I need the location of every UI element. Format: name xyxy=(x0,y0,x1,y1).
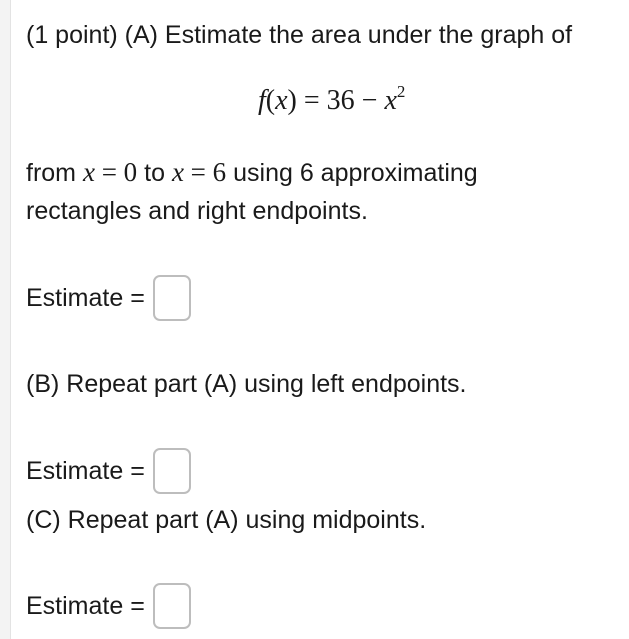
range-rest: using 6 approximating xyxy=(233,159,478,187)
formula-x: x xyxy=(275,85,288,116)
formula-exponent: 2 xyxy=(396,82,406,101)
formula-equals: = xyxy=(303,85,320,116)
range-eq2: = xyxy=(190,157,206,187)
part-a-estimate-row xyxy=(26,273,191,323)
range-end: 6 xyxy=(212,157,227,187)
range-to: to xyxy=(144,159,165,187)
part-a-answer-input[interactable] xyxy=(153,275,191,321)
part-c-answer-input[interactable] xyxy=(153,583,191,629)
range-eq1: = xyxy=(101,157,117,187)
range-start: 0 xyxy=(123,157,138,187)
part-b-estimate-label: Estimate = xyxy=(26,456,145,485)
problem-line2: rectangles and right endpoints. xyxy=(26,197,368,225)
range-from: from xyxy=(26,159,76,187)
part-c-prompt: (C) Repeat part (A) using midpoints. xyxy=(26,506,427,534)
part-a-estimate-label: Estimate = xyxy=(26,283,145,312)
part-c-estimate-row xyxy=(26,581,191,631)
part-b-estimate-row xyxy=(26,446,191,496)
problem-intro: (1 point) (A) Estimate the area under the graph of xyxy=(26,21,573,49)
part-b-answer-input[interactable] xyxy=(153,448,191,494)
part-b-prompt: (B) Repeat part (A) using left endpoints. xyxy=(26,370,467,398)
range-line xyxy=(26,157,478,188)
formula-paren-open: ( xyxy=(265,85,276,116)
function-formula xyxy=(258,84,405,121)
range-x1: x xyxy=(82,157,95,187)
formula-minus: − xyxy=(361,85,378,116)
part-c-estimate-label: Estimate = xyxy=(26,591,145,620)
formula-constant: 36 xyxy=(326,85,355,116)
formula-f: f xyxy=(258,85,266,116)
left-margin-bar xyxy=(0,0,11,639)
range-x2: x xyxy=(171,157,184,187)
formula-var: x xyxy=(384,85,397,116)
formula-paren-close: ) xyxy=(287,85,297,116)
